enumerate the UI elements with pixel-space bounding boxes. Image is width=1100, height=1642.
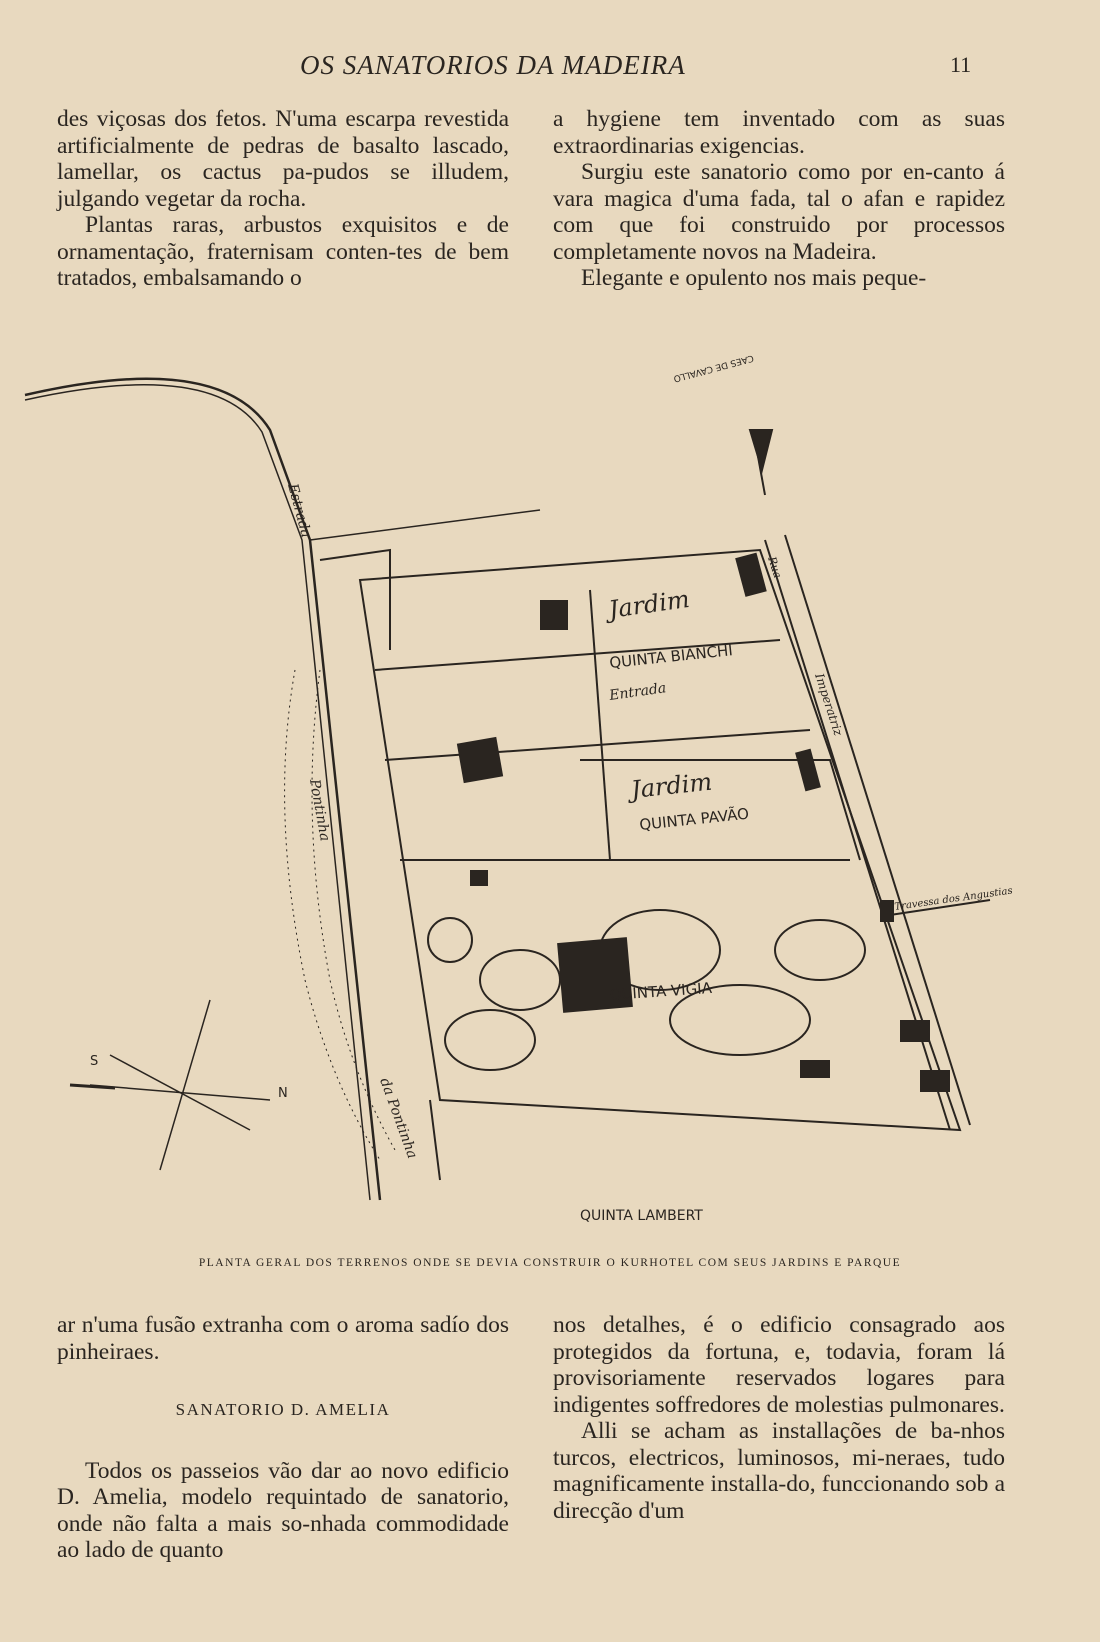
map-label-travessa: Travessa dos Angustias	[893, 885, 1014, 913]
paragraph: ar n'uma fusão extranha com o aroma sadío dos pinheiraes.	[57, 1312, 509, 1365]
column-bottom-right	[553, 1312, 1005, 1524]
paragraph: Surgiu este sanatorio como por en-canto á vara magica d'uma fada, tal o afan e rapidez com que foi construido por processos completamente novos na Madeira.	[553, 159, 1005, 265]
map-label-compass-n: N	[278, 1086, 288, 1101]
map-label-estrada-bottom: da Pontinha	[376, 1075, 421, 1161]
map-label-rua-top: Rua	[765, 554, 785, 580]
site-plan-map	[20, 340, 1080, 1240]
map-label-caes: CAES DE CAVALLO	[672, 352, 755, 384]
map-label-jardim-mid: Jardim	[629, 767, 714, 804]
page-header	[0, 50, 1100, 90]
map-caption: PLANTA GERAL DOS TERRENOS ONDE SE DEVIA CONSTRUIR O KURHOTEL COM SEUS JARDINS E PARQUE	[198, 1257, 902, 1269]
map-label-compass-s: S	[90, 1054, 99, 1069]
map-label-jardim-top: Jardim	[606, 584, 692, 624]
map-label-quinta-lambert: QUINTA LAMBERT	[580, 1208, 703, 1224]
paragraph: a hygiene tem inventado com as suas extraordinarias exigencias.	[553, 106, 1005, 159]
map-label-estrada-left: Pontinha	[306, 777, 333, 843]
paragraph: Elegante e opulento nos mais peque-	[581, 265, 927, 291]
column-bottom-left	[57, 1312, 509, 1564]
map-label-quinta-vigia: QUINTA VIGIA	[609, 978, 713, 1004]
map-label-entrada: Entrada	[608, 680, 668, 704]
column-top-right	[553, 106, 1005, 292]
paragraph: Todos os passeios vão dar ao novo edificio D. Amelia, modelo requintado de sanatorio, onde não falta a mais so-nhada commodidade ao lado de quanto	[57, 1457, 509, 1563]
page-number: 11	[950, 52, 972, 77]
running-title: OS SANATORIOS DA MADEIRA	[300, 50, 686, 80]
map-label-imperatriz: Imperatriz	[812, 671, 846, 738]
map-label-quinta-pavao: QUINTA PAVÃO	[638, 804, 750, 834]
paragraph: Plantas raras, arbustos exquisitos e de ornamentação, fraternisam conten-tes de bem tratados, embalsamando o	[57, 212, 509, 291]
section-heading: SANATORIO D. AMELIA	[175, 1400, 391, 1419]
column-top-left	[57, 106, 509, 292]
map-label-estrada-top: Estrada	[284, 481, 314, 540]
paragraph: nos detalhes, é o edificio consagrado aos protegidos da fortuna, e, todavia, foram lá provisoriamente reservados logares para indigentes soffredores de molestias pulmonares.	[553, 1312, 1005, 1418]
paragraph: des viçosas dos fetos. N'uma escarpa revestida artificialmente de pedras de basalto lascado, lamellar, os cactus pa-pudos se illudem, julgando vegetar da rocha.	[57, 106, 509, 212]
map-label-quinta-bianchi: QUINTA BIANCHI	[608, 641, 734, 672]
paragraph: Alli se acham as installações de ba-nhos turcos, electricos, luminosos, mi-neraes, tudo magnificamente installa-do, funccionando sob a direcção d'um	[553, 1418, 1005, 1524]
